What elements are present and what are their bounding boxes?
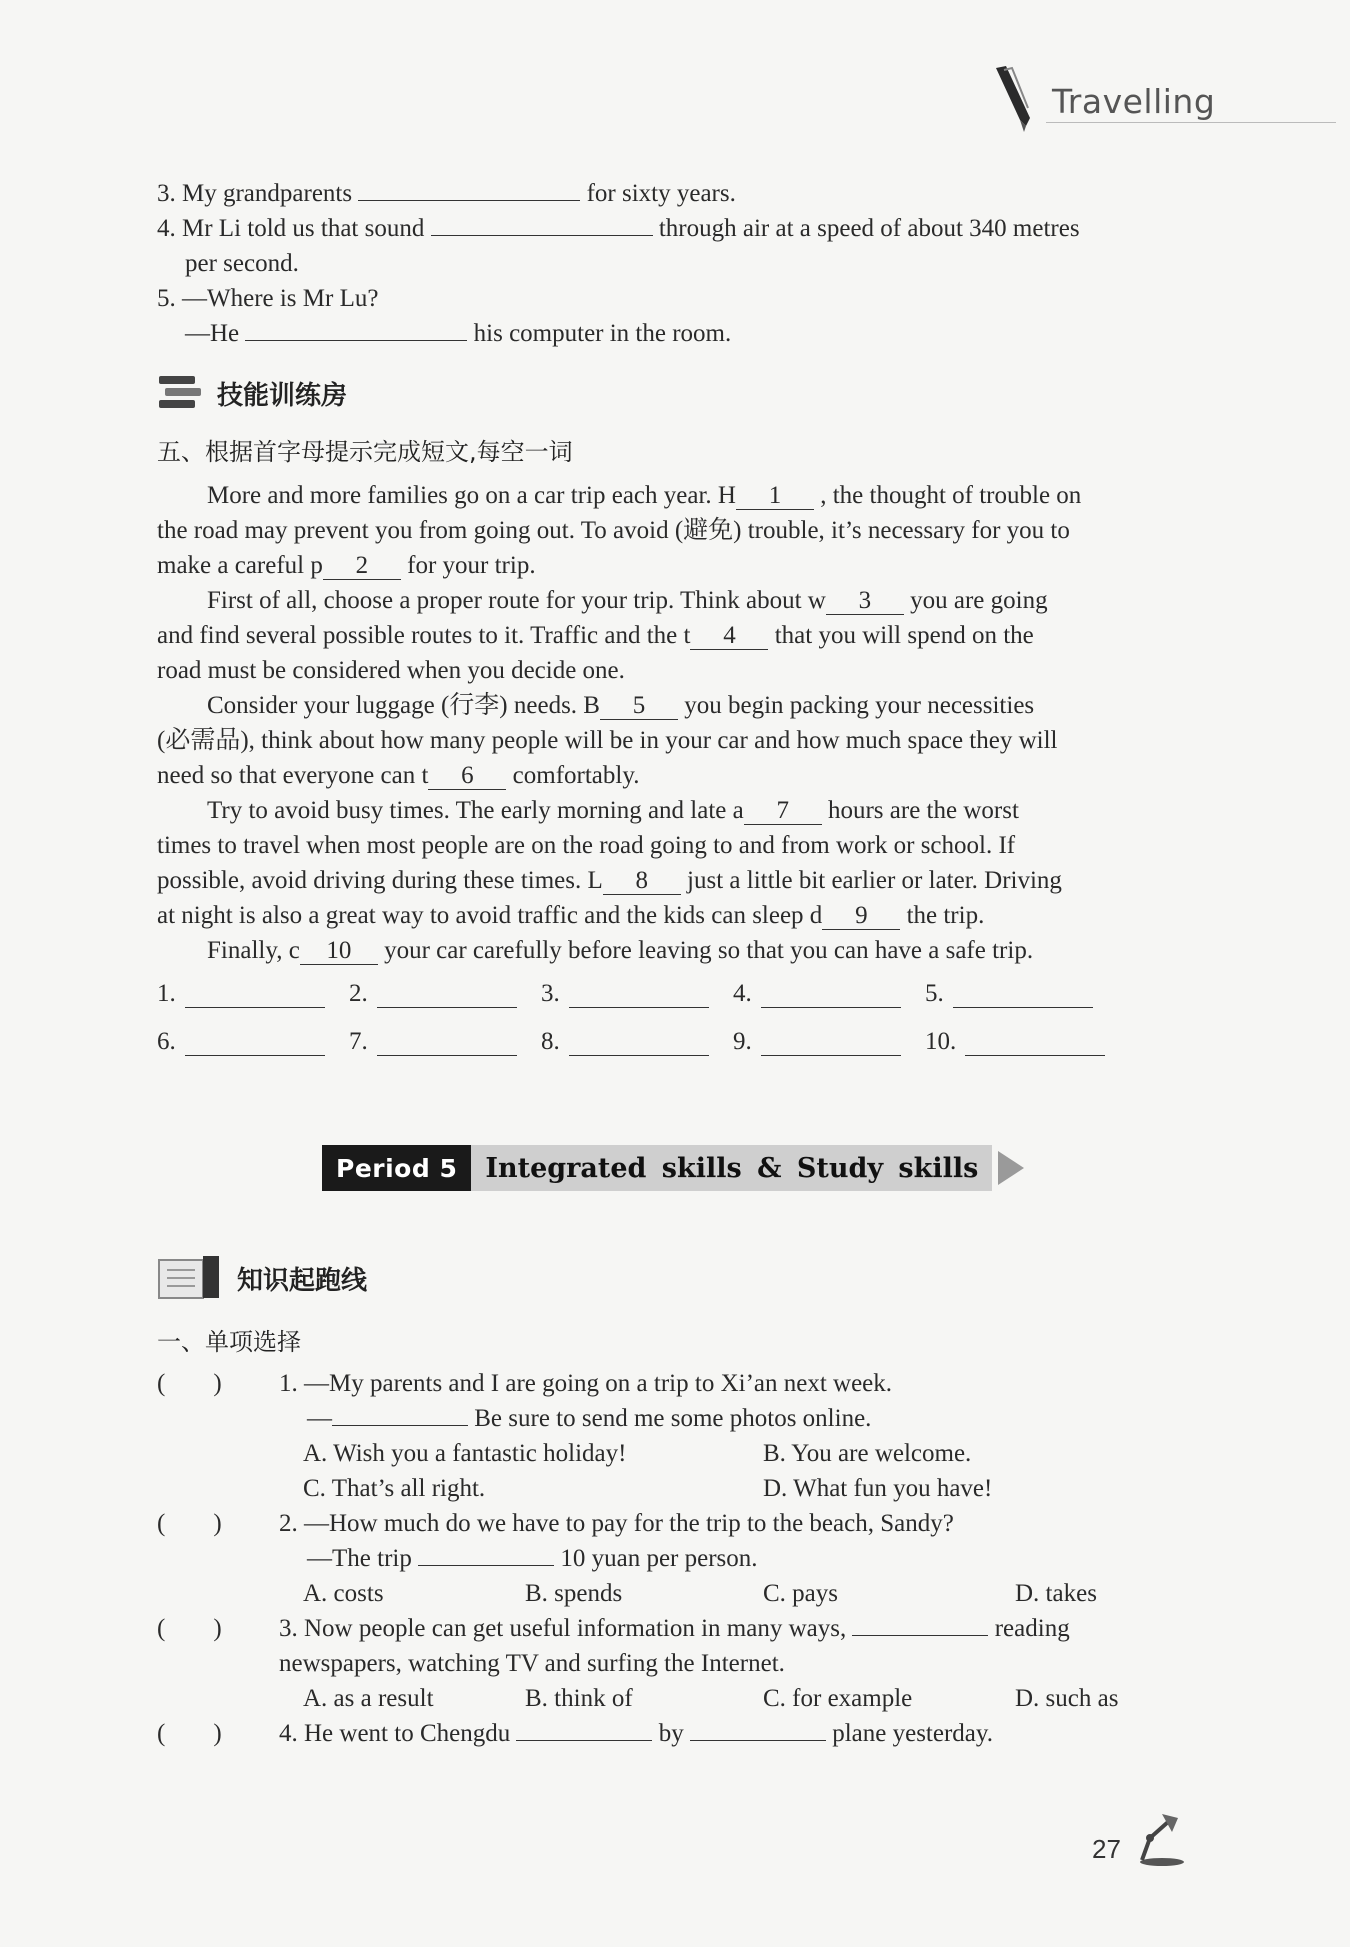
answer-blank[interactable] — [332, 1401, 468, 1426]
page-number: 27 — [1092, 1834, 1121, 1864]
answer-paren[interactable]: ( ) — [157, 1720, 222, 1747]
period-banner — [322, 1145, 1024, 1191]
item-3: 3. My grandparents for sixty years. — [157, 176, 1187, 211]
numbered-blank[interactable]: 4 — [690, 623, 768, 650]
answer-line[interactable] — [965, 1031, 1105, 1056]
item-5-answer: —He his computer in the room. — [157, 316, 1187, 351]
multiple-choice-list — [157, 1366, 1197, 1751]
option-d[interactable]: D. such as — [1015, 1685, 1119, 1712]
knowledge-section-heading: 知识起跑线 — [157, 1254, 367, 1302]
answer-line[interactable] — [377, 983, 517, 1008]
answer-cell — [349, 980, 541, 1008]
period-topic: Integrated skills & Study skills — [471, 1145, 992, 1191]
answer-blank[interactable] — [852, 1611, 988, 1636]
answer-line[interactable] — [569, 1031, 709, 1056]
option-a[interactable]: A. Wish you a fantastic holiday! — [303, 1440, 627, 1467]
chapter-header — [990, 64, 1340, 134]
answer-cell — [157, 1028, 349, 1056]
question-1: ( ) 1. —My parents and I are going on a trip to Xi’an next week. — Be sure to send me some photos online. A. Wish you a fantastic holiday! B. You are welcome. C. That’s all right. D. What fun you have! — [157, 1366, 1197, 1506]
answer-blank[interactable] — [516, 1716, 652, 1741]
option-c[interactable]: C. That’s all right. — [303, 1475, 486, 1502]
header-rule — [1046, 122, 1336, 123]
answer-number: 7. — [349, 1028, 368, 1055]
passage-line: make a careful p 2 for your trip. — [157, 552, 536, 579]
desk-lamp-icon — [1128, 1808, 1188, 1868]
numbered-blank[interactable]: 5 — [600, 693, 678, 720]
answer-blank[interactable] — [431, 211, 653, 236]
cloze-passage — [157, 478, 1187, 968]
pen-icon — [990, 64, 1040, 134]
answer-grid — [157, 960, 1117, 1056]
answer-number: 9. — [733, 1028, 752, 1055]
answer-number: 2. — [349, 980, 368, 1007]
answer-number: 6. — [157, 1028, 176, 1055]
skills-section-heading: 技能训练房 — [157, 372, 347, 414]
passage-line: Try to avoid busy times. The early morning and late a 7 hours are the worst — [207, 797, 1019, 824]
answer-line[interactable] — [185, 983, 325, 1008]
option-a[interactable]: A. costs — [303, 1580, 384, 1607]
numbered-blank[interactable]: 9 — [822, 903, 900, 930]
answer-paren[interactable]: ( ) — [157, 1510, 222, 1537]
passage-line: road must be considered when you decide one. — [157, 657, 625, 684]
option-b[interactable]: B. You are welcome. — [763, 1440, 972, 1467]
answer-line[interactable] — [761, 983, 901, 1008]
answer-line[interactable] — [761, 1031, 901, 1056]
numbered-blank[interactable]: 6 — [428, 763, 506, 790]
book-icon — [157, 1254, 223, 1302]
passage-line: need so that everyone can t 6 comfortably. — [157, 762, 640, 789]
answer-cell — [925, 980, 1117, 1008]
answer-line[interactable] — [185, 1031, 325, 1056]
task-title-5: 五、根据首字母提示完成短文,每空一词 — [157, 438, 573, 466]
option-c[interactable]: C. for example — [763, 1685, 913, 1712]
question-3: ( ) 3. Now people can get useful information in many ways, reading newspapers, watching TV and surfing the Internet. A. as a result B. think of C. for example D. such as — [157, 1611, 1197, 1716]
answer-line[interactable] — [377, 1031, 517, 1056]
answer-cell — [925, 1028, 1117, 1056]
option-a[interactable]: A. as a result — [303, 1685, 434, 1712]
option-b[interactable]: B. spends — [525, 1580, 623, 1607]
numbered-blank[interactable]: 8 — [603, 868, 681, 895]
answer-blank[interactable] — [245, 316, 467, 341]
passage-line: Consider your luggage (行李) needs. B 5 you begin packing your necessities — [207, 692, 1035, 719]
answer-cell — [157, 980, 349, 1008]
answer-paren[interactable]: ( ) — [157, 1370, 222, 1397]
answer-cell — [733, 1028, 925, 1056]
question-2: ( ) 2. —How much do we have to pay for the trip to the beach, Sandy? —The trip 10 yuan per person. A. costs B. spends C. pays D. takes — [157, 1506, 1197, 1611]
period-label: Period 5 — [322, 1145, 471, 1191]
answer-row — [157, 1008, 1117, 1056]
question-4: ( ) 4. He went to Chengdu by plane yesterday. — [157, 1716, 1197, 1751]
passage-line: First of all, choose a proper route for your trip. Think about w 3 you are going — [207, 587, 1048, 614]
answer-cell — [733, 980, 925, 1008]
answer-line[interactable] — [569, 983, 709, 1008]
fill-blank-items — [157, 176, 1187, 351]
option-d[interactable]: D. takes — [1015, 1580, 1097, 1607]
option-b[interactable]: B. think of — [525, 1685, 633, 1712]
passage-line: and find several possible routes to it. Traffic and the t 4 that you will spend on the — [157, 622, 1034, 649]
passage-line: (必需品), think about how many people will be in your car and how much space they will — [157, 727, 1058, 754]
numbered-blank[interactable]: 3 — [826, 588, 904, 615]
item-4: 4. Mr Li told us that sound through air at a speed of about 340 metres — [157, 211, 1187, 246]
answer-line[interactable] — [953, 983, 1093, 1008]
answer-number: 8. — [541, 1028, 560, 1055]
chapter-title: Travelling — [1052, 82, 1216, 121]
answer-number: 1. — [157, 980, 176, 1007]
answer-cell — [349, 1028, 541, 1056]
numbered-blank[interactable]: 10 — [300, 938, 378, 965]
passage-line: possible, avoid driving during these times. L 8 just a little bit earlier or later. Driving — [157, 867, 1062, 894]
scroll-icon — [157, 372, 203, 414]
passage-line: More and more families go on a car trip each year. H 1 , the thought of trouble on — [207, 482, 1082, 509]
passage-line: at night is also a great way to avoid traffic and the kids can sleep d 9 the trip. — [157, 902, 985, 929]
answer-number: 3. — [541, 980, 560, 1007]
passage-line: times to travel when most people are on the road going to and from work or school. If — [157, 832, 1016, 859]
passage-line: Finally, c 10 your car carefully before leaving so that you can have a safe trip. — [207, 937, 1034, 964]
task-title-1: 一、单项选择 — [157, 1328, 301, 1356]
item-4-cont: per second. — [185, 250, 299, 277]
answer-row — [157, 960, 1117, 1008]
option-c[interactable]: C. pays — [763, 1580, 838, 1607]
answer-cell — [541, 980, 733, 1008]
answer-number: 10. — [925, 1028, 957, 1055]
answer-blank[interactable] — [358, 176, 580, 201]
item-5: 5. —Where is Mr Lu? — [157, 285, 379, 312]
passage-line: the road may prevent you from going out. To avoid (避免) trouble, it’s necessary for you to — [157, 517, 1070, 544]
answer-number: 5. — [925, 980, 944, 1007]
option-d[interactable]: D. What fun you have! — [763, 1475, 993, 1502]
banner-arrow-icon — [998, 1151, 1024, 1185]
answer-number: 4. — [733, 980, 752, 1007]
answer-cell — [541, 1028, 733, 1056]
answer-blank[interactable] — [690, 1716, 826, 1741]
numbered-blank[interactable]: 2 — [323, 553, 401, 580]
numbered-blank[interactable]: 1 — [736, 483, 814, 510]
answer-blank[interactable] — [418, 1541, 554, 1566]
numbered-blank[interactable]: 7 — [744, 798, 822, 825]
answer-paren[interactable]: ( ) — [157, 1615, 222, 1642]
